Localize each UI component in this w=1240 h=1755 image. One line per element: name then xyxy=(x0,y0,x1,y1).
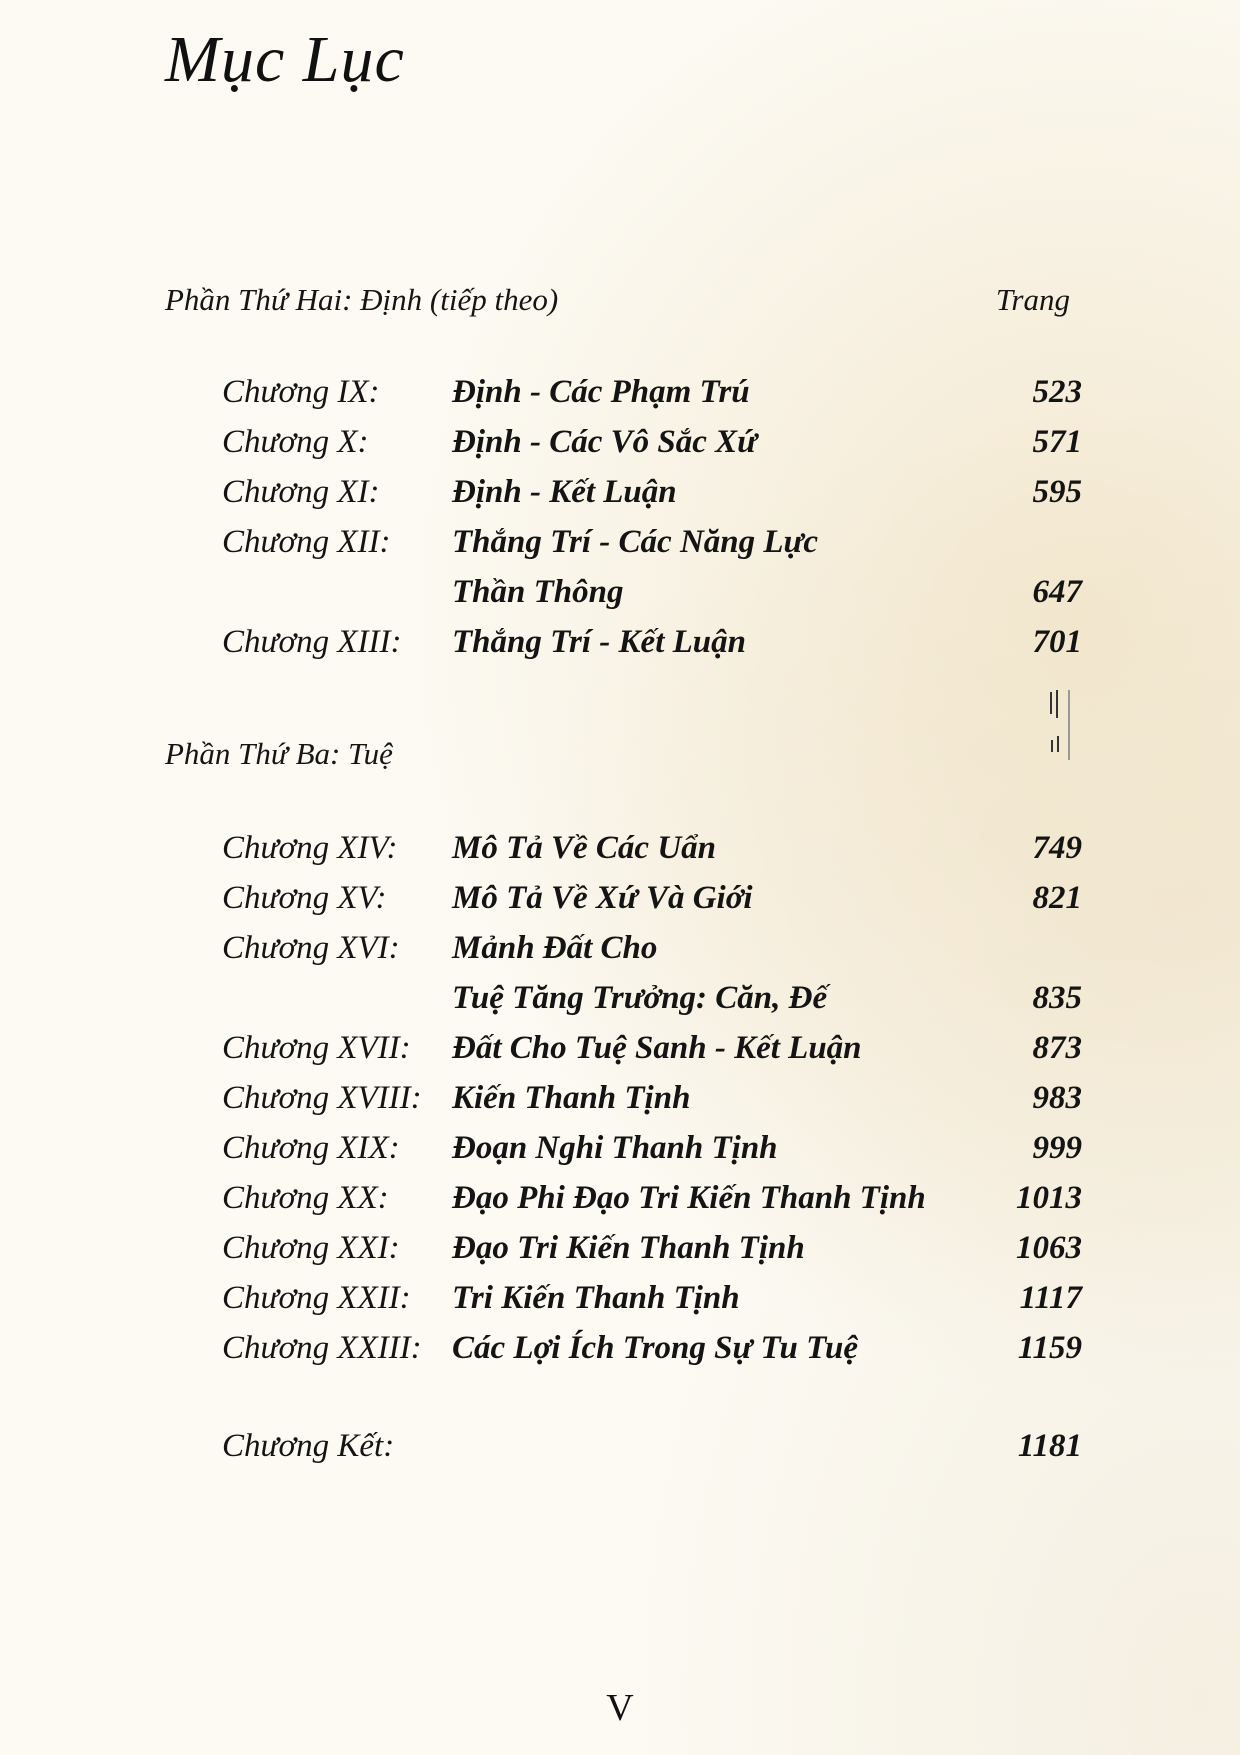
toc-entry[interactable] xyxy=(222,930,1082,978)
toc-entry[interactable] xyxy=(222,880,1082,928)
chapter-label: Chương XXIII: xyxy=(222,1330,422,1366)
chapter-page: 1063 xyxy=(1016,1230,1082,1266)
chapter-label: Chương XIX: xyxy=(222,1130,400,1166)
toc-entry[interactable] xyxy=(222,1330,1082,1378)
chapter-page: 523 xyxy=(1032,374,1082,410)
chapter-label: Chương XII: xyxy=(222,524,391,560)
chapter-label: Chương XX: xyxy=(222,1180,389,1216)
chapter-label: Chương XI: xyxy=(222,474,380,510)
chapter-title: Đạo Tri Kiến Thanh Tịnh xyxy=(452,1230,805,1266)
chapter-title: Định - Các Vô Sắc Xứ xyxy=(452,424,757,460)
chapter-title: Kiến Thanh Tịnh xyxy=(452,1080,691,1116)
chapter-page: 835 xyxy=(1032,980,1082,1016)
chapter-label: Chương Kết: xyxy=(222,1428,395,1464)
chapter-title: Định - Các Phạm Trú xyxy=(452,374,750,410)
chapter-title: Đoạn Nghi Thanh Tịnh xyxy=(452,1130,778,1166)
chapter-page: 983 xyxy=(1032,1080,1082,1116)
chapter-page: 1159 xyxy=(1017,1330,1082,1366)
chapter-title: Thần Thông xyxy=(452,574,624,610)
chapter-page: 821 xyxy=(1032,880,1082,916)
chapter-title: Thắng Trí - Kết Luận xyxy=(452,624,746,660)
chapter-label: Chương X: xyxy=(222,424,369,460)
chapter-label: Chương XIII: xyxy=(222,624,402,660)
toc-entry[interactable] xyxy=(222,424,1082,472)
chapter-page: 999 xyxy=(1032,1130,1082,1166)
chapter-page: 647 xyxy=(1032,574,1082,610)
chapter-label: Chương XIV: xyxy=(222,830,398,866)
chapter-label: Chương XXI: xyxy=(222,1230,400,1266)
scan-marks xyxy=(1046,690,1076,760)
part-two-heading: Phần Thứ Hai: Định (tiếp theo) xyxy=(165,282,559,317)
chapter-label: Chương XVI: xyxy=(222,930,400,966)
chapter-title: Mô Tả Về Xứ Và Giới xyxy=(452,880,753,916)
chapter-label: Chương XVIII: xyxy=(222,1080,422,1116)
chapter-page: 1117 xyxy=(1019,1280,1082,1316)
toc-entry-continuation[interactable] xyxy=(222,574,1082,622)
toc-entry[interactable] xyxy=(222,1180,1082,1228)
chapter-label: Chương XVII: xyxy=(222,1030,411,1066)
toc-entry[interactable] xyxy=(222,374,1082,422)
toc-entry[interactable] xyxy=(222,1030,1082,1078)
chapter-label: Chương XXII: xyxy=(222,1280,411,1316)
chapter-page: 1181 xyxy=(1017,1428,1082,1464)
page-title: Mục Lục xyxy=(165,23,405,96)
toc-entry[interactable] xyxy=(222,1230,1082,1278)
chapter-label: Chương XV: xyxy=(222,880,387,916)
chapter-title: Đất Cho Tuệ Sanh - Kết Luận xyxy=(452,1030,862,1066)
part-three-heading: Phần Thứ Ba: Tuệ xyxy=(165,736,393,771)
chapter-title: Tri Kiến Thanh Tịnh xyxy=(452,1280,740,1316)
chapter-title: Mô Tả Về Các Uẩn xyxy=(452,830,716,866)
chapter-label: Chương IX: xyxy=(222,374,380,410)
toc-entry-closing[interactable] xyxy=(222,1428,1082,1476)
chapter-page: 571 xyxy=(1032,424,1082,460)
toc-entry[interactable] xyxy=(222,1280,1082,1328)
toc-entry[interactable] xyxy=(222,830,1082,878)
toc-entry[interactable] xyxy=(222,474,1082,522)
chapter-title: Mảnh Đất Cho xyxy=(452,930,658,966)
chapter-title: Các Lợi Ích Trong Sự Tu Tuệ xyxy=(452,1330,859,1366)
chapter-page: 873 xyxy=(1032,1030,1082,1066)
toc-entry[interactable] xyxy=(222,1130,1082,1178)
toc-entry[interactable] xyxy=(222,624,1082,672)
chapter-page: 749 xyxy=(1032,830,1082,866)
page-column-heading: Trang xyxy=(995,282,1070,317)
page-folio: V xyxy=(606,1687,634,1729)
chapter-title: Định - Kết Luận xyxy=(452,474,677,510)
toc-entry-continuation[interactable] xyxy=(222,980,1082,1028)
chapter-title: Đạo Phi Đạo Tri Kiến Thanh Tịnh xyxy=(452,1180,926,1216)
chapter-page: 1013 xyxy=(1016,1180,1082,1216)
chapter-title: Tuệ Tăng Trưởng: Căn, Đế xyxy=(452,980,828,1016)
toc-entry[interactable] xyxy=(222,524,1082,572)
chapter-page: 701 xyxy=(1032,624,1082,660)
chapter-title: Thắng Trí - Các Năng Lực xyxy=(452,524,818,560)
chapter-page: 595 xyxy=(1032,474,1082,510)
toc-entry[interactable] xyxy=(222,1080,1082,1128)
